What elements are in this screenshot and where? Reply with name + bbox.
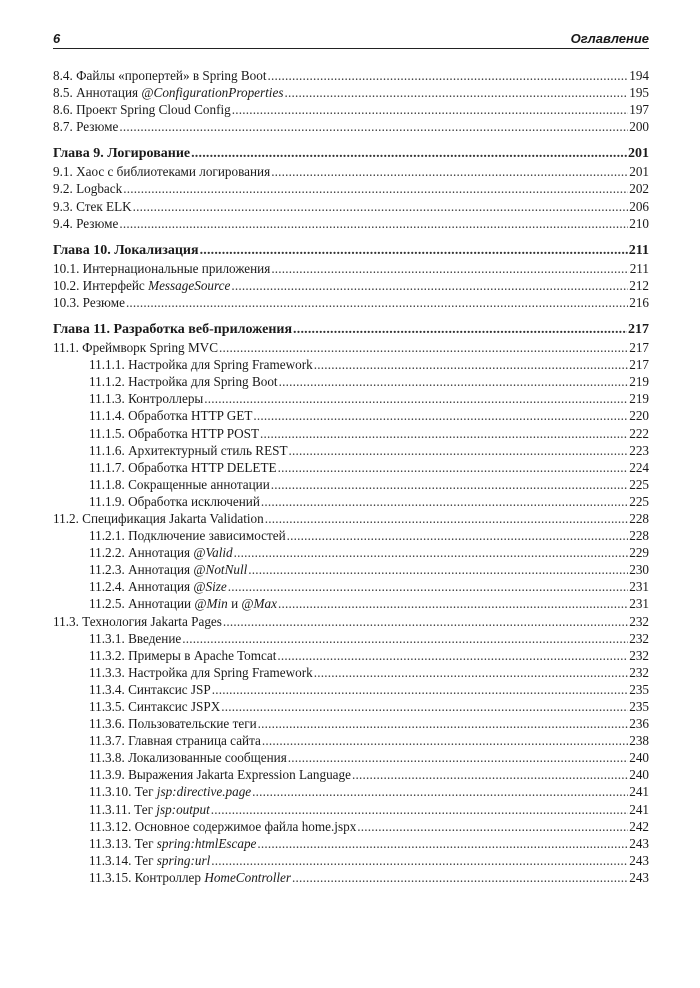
toc-entry-text: 11.1.3. Контроллеры: [89, 391, 204, 407]
page-header: [53, 26, 649, 49]
toc-entry-italic-term: @Valid: [193, 545, 233, 561]
toc-entry-text: 11.3.9. Выражения Jakarta Expression Language: [89, 767, 351, 783]
toc-entry-text: 11.3.8. Локализованные сообщения: [89, 750, 287, 766]
toc-entry-title: [89, 493, 260, 510]
dot-leader: [212, 681, 629, 698]
toc-entry-text: 10.3. Резюме: [53, 294, 125, 310]
toc-page-number: 195: [629, 85, 649, 101]
toc-entry[interactable]: [53, 277, 649, 294]
toc-entry-text: 11.2.1. Подключение зависимостей: [89, 528, 286, 544]
dot-leader: [292, 869, 628, 886]
dot-leader: [260, 425, 628, 442]
toc-entry-text: 11.3.11. Тег: [89, 801, 157, 817]
dot-leader: [219, 339, 628, 356]
toc-entry[interactable]: [53, 527, 649, 544]
dot-leader: [261, 493, 628, 510]
toc-entry-title: [53, 294, 125, 311]
toc-entry-title: [89, 766, 351, 783]
dot-leader: [258, 715, 629, 732]
toc-entry[interactable]: [53, 339, 649, 356]
toc-entry-title: [89, 425, 259, 442]
dot-leader: [278, 459, 629, 476]
toc-page-number: 238: [629, 733, 649, 749]
toc-entry[interactable]: [53, 407, 649, 424]
toc-entry[interactable]: [53, 818, 649, 835]
toc-entry-text: 11.3.12. Основное содержимое файла home.jspx: [89, 818, 357, 834]
toc-entry-title: [89, 407, 252, 424]
toc-page-number: 235: [629, 681, 649, 697]
toc-entry-text: 11.2.4. Аннотация: [89, 579, 194, 595]
toc-entry-title: [89, 373, 278, 390]
dot-leader: [133, 198, 629, 215]
toc-entry[interactable]: [53, 180, 649, 197]
toc-entry-title: [53, 84, 283, 101]
dot-leader: [253, 407, 628, 424]
toc-entry-text: 8.6. Проект Spring Cloud Config: [53, 102, 231, 118]
toc-entry-title: [53, 321, 292, 339]
dot-leader: [211, 801, 628, 818]
dot-leader: [293, 321, 627, 339]
toc-page-number: 231: [629, 579, 649, 595]
toc-entry-title: [53, 67, 267, 84]
toc-entry-title: [53, 180, 122, 197]
toc-entry[interactable]: [53, 163, 649, 180]
toc-entry-italic-term: HomeController: [204, 869, 292, 885]
toc-entry[interactable]: [53, 630, 649, 647]
toc-entry-title: [53, 242, 199, 260]
dot-leader: [262, 732, 628, 749]
toc-entry-text: 11.1.6. Архитектурный стиль REST: [89, 442, 288, 458]
dot-leader: [289, 442, 629, 459]
toc-page-number: 223: [629, 442, 649, 458]
toc-entry[interactable]: [53, 698, 649, 715]
toc-entry[interactable]: [53, 544, 649, 561]
running-title: Оглавление: [570, 31, 649, 46]
toc-entry-italic-term: @NotNull: [193, 562, 248, 578]
toc-entry-text: 11.3.5. Синтаксис JSPX: [89, 699, 221, 714]
toc-entry-title: [89, 869, 291, 886]
toc-page-number: 219: [629, 374, 649, 390]
toc-entry-text: 10.1. Интернациональные приложения: [53, 260, 271, 276]
toc-entry-text: 11.2.3. Аннотация: [89, 562, 194, 578]
toc-entry-text: 11.3.2. Примеры в Apache Tomcat: [89, 647, 277, 663]
toc-entry-text: 9.3. Стек ELK: [53, 198, 132, 214]
toc-entry-text: 11.1.4. Обработка HTTP GET: [89, 408, 253, 424]
toc-entry-text: 11.3.10. Тег: [89, 784, 157, 800]
toc-page-number: 242: [629, 818, 649, 834]
toc-entry[interactable]: [53, 852, 649, 869]
toc-entry[interactable]: [53, 260, 649, 277]
toc-page-number: 243: [629, 835, 649, 851]
toc-entry[interactable]: [53, 561, 649, 578]
toc-page-number: 240: [629, 750, 649, 766]
toc-entry-italic-term: spring:url: [156, 852, 211, 868]
toc-page-number: 206: [629, 198, 649, 214]
toc-entry[interactable]: [53, 613, 649, 630]
toc-page-number: 222: [629, 425, 649, 441]
table-of-contents: [53, 67, 649, 886]
toc-entry-title: [89, 647, 276, 664]
toc-entry[interactable]: [53, 493, 649, 510]
toc-entry-title: [89, 852, 210, 869]
toc-page-number: 201: [629, 164, 649, 180]
toc-entry[interactable]: [53, 595, 649, 612]
toc-entry-text: 11.3.4. Синтаксис JSP: [89, 681, 211, 697]
toc-entry-title: [89, 801, 210, 818]
toc-entry-title: [89, 476, 270, 493]
toc-page-number: 235: [629, 699, 649, 714]
toc-entry-italic-term: MessageSource: [148, 277, 231, 293]
toc-entry-title: [53, 510, 264, 527]
dot-leader: [288, 749, 628, 766]
dot-leader: [200, 242, 628, 260]
toc-entry-title: [89, 783, 251, 800]
toc-entry-text: 11.3.6. Пользовательские теги: [89, 716, 257, 732]
toc-entry-title: [53, 215, 118, 232]
toc-entry[interactable]: [53, 476, 649, 493]
toc-entry[interactable]: [53, 356, 649, 373]
toc-entry-text: 11.3.15. Контроллер: [89, 869, 205, 885]
toc-entry[interactable]: [53, 647, 649, 664]
toc-entry-title: [89, 664, 313, 681]
dot-leader: [204, 390, 628, 407]
toc-entry-text: 11.1.9. Обработка исключений: [89, 493, 260, 509]
toc-page-number: 197: [629, 102, 649, 118]
toc-entry-italic-term: @Min: [194, 596, 228, 612]
toc-entry-title: [53, 101, 231, 118]
toc-entry-text: 11.3.1. Введение: [89, 630, 182, 646]
toc-page-number: 236: [629, 716, 649, 732]
toc-entry[interactable]: [53, 101, 649, 118]
toc-entry-title: [53, 163, 270, 180]
toc-page-number: 225: [629, 476, 649, 492]
toc-entry-text: Глава 9. Логирование: [53, 146, 191, 162]
toc-entry[interactable]: [53, 215, 649, 232]
toc-page-number: 194: [629, 68, 649, 83]
toc-entry-text: 11.3. Технология Jakarta Pages: [53, 613, 222, 629]
dot-leader: [223, 613, 628, 630]
toc-entry-text: 11.1.5. Обработка HTTP POST: [89, 425, 260, 441]
toc-entry-italic-term: @ConfigurationProperties: [141, 85, 284, 101]
toc-entry[interactable]: [53, 373, 649, 390]
toc-entry-title: [89, 681, 211, 698]
toc-entry-text: 9.2. Logback: [53, 181, 123, 197]
toc-entry-text: Глава 10. Локализация: [53, 242, 199, 258]
toc-entry-title: [89, 818, 356, 835]
toc-page-number: 217: [629, 340, 649, 356]
toc-entry-text: Глава 11. Разработка веб-приложения: [53, 322, 293, 338]
toc-page-number: 211: [629, 260, 649, 276]
toc-page-number: 228: [629, 528, 649, 544]
toc-entry[interactable]: [53, 198, 649, 215]
toc-entry-title: [53, 277, 230, 294]
toc-entry-text: 11.1.8. Сокращенные аннотации: [89, 476, 270, 492]
toc-page-number: 224: [629, 459, 649, 475]
toc-entry[interactable]: [53, 681, 649, 698]
toc-page-number: 232: [629, 664, 649, 680]
dot-leader: [252, 783, 628, 800]
dot-leader: [271, 476, 628, 493]
toc-entry-title: [89, 835, 256, 852]
toc-entry[interactable]: [53, 664, 649, 681]
toc-chapter-entry[interactable]: [53, 321, 649, 339]
toc-entry-text: 10.2. Интерфейс: [53, 277, 149, 293]
toc-page-number: 217: [628, 322, 649, 338]
dot-leader: [314, 356, 628, 373]
toc-entry[interactable]: [53, 715, 649, 732]
toc-entry-title: [53, 118, 118, 135]
dot-leader: [271, 260, 628, 277]
toc-entry[interactable]: [53, 801, 649, 818]
toc-entry[interactable]: [53, 766, 649, 783]
toc-entry[interactable]: [53, 578, 649, 595]
dot-leader: [277, 647, 628, 664]
toc-entry-text: 11.1.1. Настройка для Spring Framework: [89, 357, 313, 373]
toc-page-number: 231: [629, 596, 649, 612]
toc-entry-title: [89, 630, 181, 647]
toc-entry-text: 11.2. Спецификация Jakarta Validation: [53, 510, 264, 526]
toc-page-number: 232: [629, 613, 649, 629]
toc-page-number: 219: [629, 391, 649, 407]
dot-leader: [119, 215, 628, 232]
dot-leader: [287, 527, 629, 544]
toc-entry[interactable]: [53, 732, 649, 749]
toc-entry[interactable]: [53, 783, 649, 800]
toc-entry-text: 11.1. Фреймворк Spring MVC: [53, 340, 218, 356]
toc-page-number: 202: [629, 181, 649, 197]
toc-entry-text: 11.3.14. Тег: [89, 852, 157, 868]
dot-leader: [221, 698, 628, 715]
toc-entry-italic-term: jsp:directive.page: [156, 784, 252, 800]
toc-page-number: 243: [629, 852, 649, 868]
toc-page-number: 232: [629, 630, 649, 646]
toc-entry-title: [89, 749, 287, 766]
toc-entry-title: [89, 356, 313, 373]
toc-page-number: 212: [629, 277, 649, 293]
toc-entry[interactable]: [53, 442, 649, 459]
toc-entry-italic-term: jsp:output: [156, 801, 210, 817]
toc-entry[interactable]: [53, 118, 649, 135]
toc-entry-title: [89, 527, 286, 544]
dot-leader: [257, 835, 628, 852]
toc-entry[interactable]: [53, 294, 649, 311]
toc-entry-text: 8.7. Резюме: [53, 119, 119, 135]
toc-entry-text: 11.1.7. Обработка HTTP DELETE: [89, 459, 277, 475]
toc-entry-title: [89, 561, 247, 578]
dot-leader: [234, 544, 629, 561]
toc-entry-italic-term: @Size: [193, 579, 227, 595]
toc-page-number: 229: [629, 545, 649, 561]
dot-leader: [314, 664, 628, 681]
toc-entry[interactable]: [53, 749, 649, 766]
toc-page-number: 240: [629, 767, 649, 783]
toc-entry-title: [53, 613, 222, 630]
toc-entry-text: 11.3.3. Настройка для Spring Framework: [89, 664, 313, 680]
toc-chapter-entry[interactable]: [53, 145, 649, 163]
toc-entry-text-cont: и: [227, 596, 242, 612]
toc-page-number: 216: [629, 294, 649, 310]
toc-entry-italic-term: spring:htmlEscape: [156, 835, 257, 851]
toc-page-number: 200: [629, 119, 649, 135]
toc-chapter-entry[interactable]: [53, 242, 649, 260]
toc-entry-text: 11.1.2. Настройка для Spring Boot: [89, 374, 278, 390]
toc-entry-text: 8.4. Файлы «пропертей» в Spring Boot: [53, 68, 267, 83]
toc-entry[interactable]: [53, 459, 649, 476]
dot-leader: [284, 84, 628, 101]
toc-entry[interactable]: [53, 510, 649, 527]
dot-leader: [182, 630, 628, 647]
toc-entry[interactable]: [53, 390, 649, 407]
toc-entry-title: [53, 198, 132, 215]
toc-page-number: 225: [629, 493, 649, 509]
toc-entry-title: [89, 698, 220, 715]
toc-entry-title: [53, 145, 190, 163]
toc-page-number: 210: [629, 215, 649, 231]
toc-entry-text: 9.4. Резюме: [53, 215, 119, 231]
page-number: 6: [53, 31, 61, 46]
dot-leader: [278, 595, 628, 612]
toc-page-number: 217: [629, 357, 649, 373]
toc-entry-title: [53, 339, 218, 356]
toc-page-number: 211: [628, 242, 649, 258]
toc-entry-title: [89, 442, 288, 459]
toc-page-number: 241: [629, 784, 649, 800]
dot-leader: [357, 818, 628, 835]
dot-leader: [271, 163, 628, 180]
toc-entry[interactable]: [53, 835, 649, 852]
dot-leader: [279, 373, 629, 390]
dot-leader: [265, 510, 628, 527]
toc-entry-title: [89, 544, 233, 561]
toc-entry-text: 8.5. Аннотация: [53, 85, 142, 101]
toc-entry-title: [89, 390, 203, 407]
toc-entry-title: [89, 715, 257, 732]
dot-leader: [211, 852, 628, 869]
toc-entry-text: 11.2.5. Аннотации: [89, 596, 195, 612]
toc-page-number: 232: [629, 647, 649, 663]
toc-entry-title: [89, 732, 261, 749]
dot-leader: [231, 277, 628, 294]
toc-entry-text: 11.2.2. Аннотация: [89, 545, 194, 561]
toc-entry-text: 11.3.7. Главная страница сайта: [89, 733, 261, 749]
dot-leader: [268, 67, 629, 84]
dot-leader: [123, 180, 628, 197]
toc-entry-text: 9.1. Хаос с библиотеками логирования: [53, 164, 271, 180]
toc-entry-italic-term: @Max: [241, 596, 277, 612]
dot-leader: [352, 766, 628, 783]
toc-page-number: 243: [629, 869, 649, 885]
dot-leader: [126, 294, 628, 311]
toc-page-number: 201: [628, 146, 649, 162]
toc-page-number: 241: [629, 801, 649, 817]
toc-page-number: 230: [629, 562, 649, 578]
dot-leader: [248, 561, 628, 578]
toc-entry[interactable]: [53, 425, 649, 442]
toc-page-number: 220: [629, 408, 649, 424]
dot-leader: [228, 578, 628, 595]
toc-page-number: 228: [629, 510, 649, 526]
dot-leader: [119, 118, 628, 135]
toc-entry-title: [89, 459, 277, 476]
toc-entry-title: [89, 578, 227, 595]
toc-entry-title: [89, 595, 277, 612]
toc-entry[interactable]: [53, 869, 649, 886]
toc-entry-title: [53, 260, 270, 277]
dot-leader: [232, 101, 628, 118]
toc-entry-text: 11.3.13. Тег: [89, 835, 157, 851]
dot-leader: [191, 145, 627, 163]
toc-entry[interactable]: [53, 67, 649, 84]
toc-entry[interactable]: [53, 84, 649, 101]
